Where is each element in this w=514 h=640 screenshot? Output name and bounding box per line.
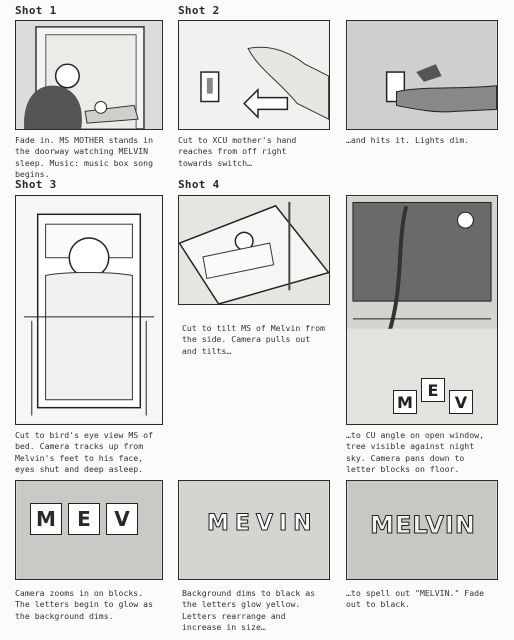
frame-hand-switch xyxy=(178,20,330,130)
tilt-melvin-sketch xyxy=(179,196,329,304)
shot-2-label: Shot 2 xyxy=(178,4,220,17)
shot-1-label: Shot 1 xyxy=(15,4,57,17)
frame-mother-doorway xyxy=(15,20,163,130)
letter-i: I xyxy=(278,511,288,536)
hand-switch-sketch xyxy=(179,21,329,129)
caption-row3-2: Background dims to black as the letters glow yellow. Letters rearrange and increase in size… xyxy=(182,588,316,633)
frame-window-blocks xyxy=(346,195,498,425)
caption-row3-1: Camera zooms in on blocks. The letters begin to glow as the background dims. xyxy=(15,588,154,621)
block-e: E xyxy=(421,378,445,402)
block-m: M xyxy=(393,390,417,414)
frame-zoom-blocks xyxy=(15,480,163,580)
caption-shot-1: Fade in. MS MOTHER stands in the doorway watching MELVIN sleep. Music: music box song begins. xyxy=(15,135,154,180)
caption-shot-3: Cut to bird's eye view MS of bed. Camera tracks up from Melvin's feet to his face, eyes shut and deep asleep. xyxy=(15,430,154,475)
birds-eye-bed-sketch xyxy=(16,196,162,424)
rearranging-letters xyxy=(207,511,312,536)
caption-shot-2: Cut to XCU mother's hand reaches from off right towards switch… xyxy=(178,135,297,168)
mother-doorway-sketch xyxy=(16,21,162,129)
shot-3-label: Shot 3 xyxy=(15,178,57,191)
letter-v: V xyxy=(255,511,273,536)
glowing-blocks xyxy=(30,503,138,535)
caption-shot-4: Cut to tilt MS of Melvin from the side. Camera pulls out and tilts… xyxy=(182,323,325,356)
letter-m: M xyxy=(207,511,229,536)
frame-tilt-melvin xyxy=(178,195,330,305)
frame-birds-eye-bed xyxy=(15,195,163,425)
caption-shot-2b: …and hits it. Lights dim. xyxy=(346,135,470,145)
glow-block-m: M xyxy=(30,503,62,535)
letter-n: N xyxy=(293,511,312,536)
shot-4-label: Shot 4 xyxy=(178,178,220,191)
block-v: V xyxy=(449,390,473,414)
letter-e: E xyxy=(234,511,250,536)
caption-row3-3: …to spell out "MELVIN." Fade out to black. xyxy=(346,588,485,610)
melvin-title: MELVIN xyxy=(370,511,476,539)
letter-blocks xyxy=(393,374,481,414)
frame-letters-glow xyxy=(178,480,330,580)
glow-block-e: E xyxy=(68,503,100,535)
frame-switch-hit xyxy=(346,20,498,130)
caption-shot-4b: …to CU angle on open window, tree visible against night sky. Camera pans down to letter blocks on floor. xyxy=(346,430,485,475)
switch-hit-sketch xyxy=(347,21,497,129)
glow-block-v: V xyxy=(106,503,138,535)
frame-melvin-title xyxy=(346,480,498,580)
